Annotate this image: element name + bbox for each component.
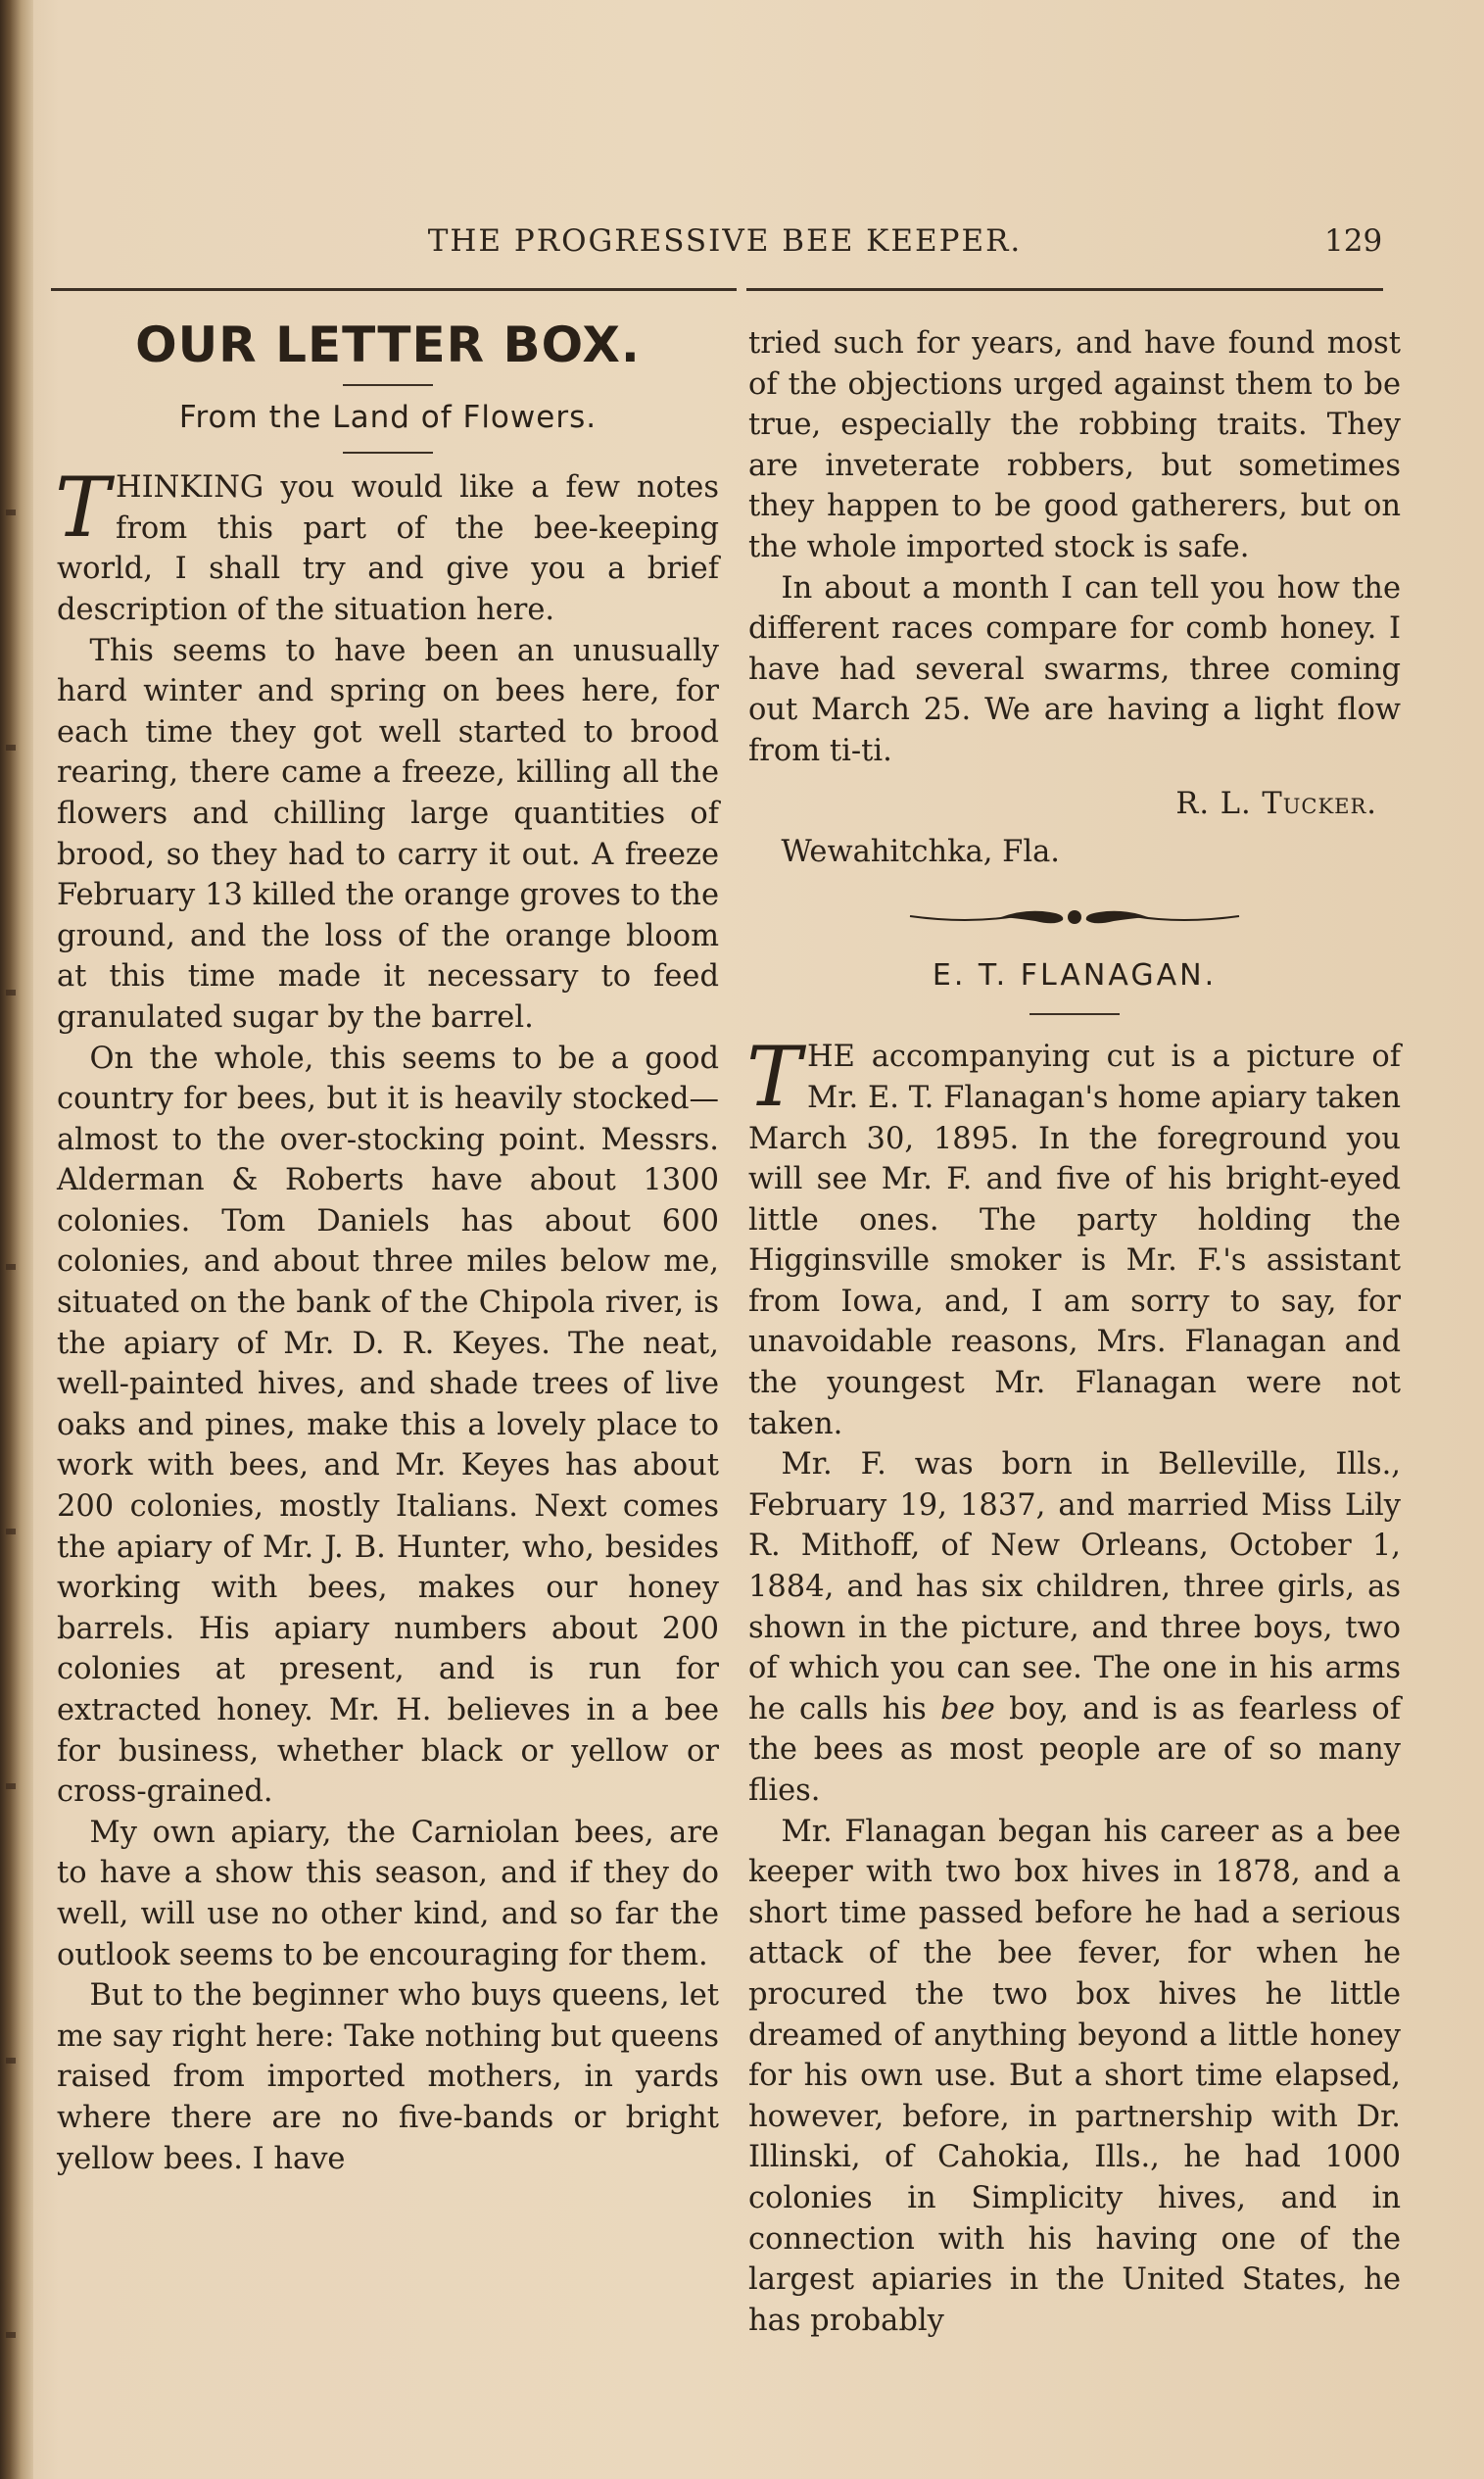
italic-word: bee [940,1691,995,1726]
title-rule [343,384,433,386]
paragraph [55,460,719,630]
running-head: THE PROGRESSIVE BEE KEEPER. [427,223,1023,259]
spine-mark [6,2058,16,2064]
paragraph-text: boy, and is as fearless of the bees as most people are of so many flies. [748,1691,1401,1808]
spine-mark [6,2332,16,2338]
header-rule-left [51,288,737,291]
spine-mark [6,745,16,751]
paragraph: In about a month I can tell you how the different races compare for comb honey. I have had several swarms, three coming out March 25. We are having a light flow from ti-ti. [748,570,1401,768]
author-signature: R. L. Tucker. [1175,786,1377,821]
article-subtitle: From the Land of Flowers. [178,399,598,435]
section-title-letter-box: OUR LETTER BOX. [135,316,641,373]
ornament-divider-icon [908,902,1241,932]
subtitle-rule [343,452,433,454]
right-column [748,323,1401,2341]
spine-mark [6,1783,16,1789]
spine-mark [6,1529,16,1534]
paragraph: On the whole, this seems to be a good country for bees, but it is heavily stocked—almost to the over-stocking point. Messrs. Alderman & Roberts have about 1300 colonies. Tom Daniels has about 600 colonies, and about three miles below me, situated on the bank of the Chipola river, is the apiary of Mr. D. R. Keyes. The neat, well-painted hives, and shade trees of live oaks and pines, make this a lovely place to work with bees, and Mr. Keyes has about 200 colonies, mostly Italians. Next comes the apiary of Mr. J. B. Hunter, who, besides working with bees, makes our honey barrels. His apiary numbers about 200 colonies at present, and is run for extracted honey. Mr. H. believes in a bee for business, whether black or yellow or cross-grained. [57,1041,719,1810]
paragraph-text: you would like a few notes from this part of the bee-keeping world, I shall try and give you a brief description of the situation here. [57,470,719,627]
left-column [55,316,719,2179]
spine-mark [6,1264,16,1270]
spine-mark [6,510,16,515]
spine-mark [6,990,16,996]
paragraph [746,1029,1401,1444]
lead-word: HINKING [116,470,264,506]
paragraph-text: accompanying cut is a picture of Mr. E. T. Flanagan's home apiary taken March 30, 1895. In the foreground you will see Mr. F. and five of his bright-eyed little ones. The party holding the Higginsville smoker is Mr. F.'s assistant from Iowa, and, I am sorry to say, for unavoidable reasons, Mrs. Flanagan and the youngest Mr. Flanagan were not taken. [748,1040,1401,1441]
paragraph: tried such for years, and have found most of the objections urged against them to be true, especially the robbing traits. They are inveterate robbers, but sometimes they happen to be good gatherers, but on the whole imported stock is safe. [748,326,1401,564]
drop-cap: T [55,460,111,557]
drop-cap: T [746,1029,802,1126]
section-rule [1029,1013,1120,1015]
paragraph [748,1444,1401,1811]
lead-word: HE [807,1040,855,1075]
paragraph: My own apiary, the Carniolan bees, are to have a show this season, and if they do well, will use no other kind, and so far the outlook seems to be encouraging for them. [57,1815,719,1972]
page-number: 129 [1324,223,1383,259]
section-title-flanagan: E. T. FLANAGAN. [932,957,1218,993]
paragraph-text: Mr. F. was born in Belleville, Ills., February 19, 1837, and married Miss Lily R. Mithoff, of New Orleans, October 1, 1884, and has six children, three girls, as shown in the picture, and three boys, two of which you can see. The one in his arms he calls his [748,1447,1401,1726]
author-location: Wewahitchka, Fla. [781,835,1060,870]
paragraph: But to the beginner who buys queens, let me say right here: Take nothing but queens raised from imported mothers, in yards where there are no five-bands or bright yellow bees. I have [57,1978,719,2176]
paragraph: This seems to have been an unusually hard winter and spring on bees here, for each time they got well started to brood rearing, there came a freeze, killing all the flowers and chilling large quantities of brood, so they had to carry it out. A freeze February 13 killed the orange groves to the ground, and the loss of the orange bloom at this time made it necessary to feed granulated sugar by the barrel. [57,633,719,1035]
paragraph: Mr. Flanagan began his career as a bee keeper with two box hives in 1878, and a short time passed before he had a serious attack of the bee fever, for when he procured the two box hives he little dreamed of anything beyond a little honey for his own use. But a short time elapsed, however, before, in partnership with Dr. Illinski, of Cahokia, Ills., he had 1000 colonies in Simplicity hives, and in connection with his having one of the largest apiaries in the United States, he has probably [748,1814,1401,2338]
header-rule-right [746,288,1383,291]
book-spine-shadow [0,0,33,2479]
